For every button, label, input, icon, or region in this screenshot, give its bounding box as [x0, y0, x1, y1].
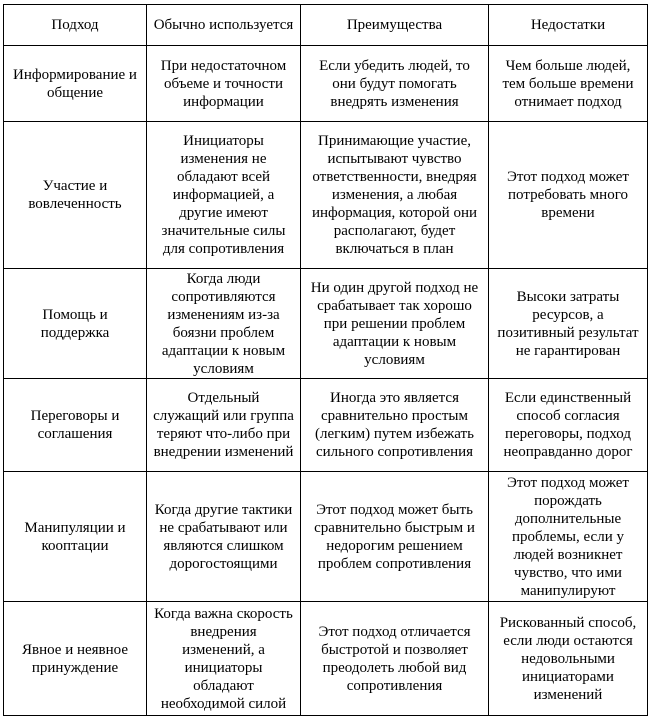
- cell-approach: Участие и вовлеченность: [4, 122, 147, 269]
- cell-disadvantages: Если единственный способ согласия переговоры, подход неоправданно дорог: [489, 379, 648, 472]
- cell-used: Когда люди сопротивляются изменениям из-за боязни проблем адаптации к новым условиям: [147, 269, 301, 379]
- header-disadvantages: Недостатки: [489, 5, 648, 46]
- cell-advantages: Принимающие участие, испытывают чувство ответственности, внедряя изменения, а любая информация, которой они располагают, будет включаться в план: [301, 122, 489, 269]
- change-approaches-table: [3, 4, 648, 716]
- cell-disadvantages: Высоки затраты ресурсов, а позитивный результат не гарантирован: [489, 269, 648, 379]
- cell-advantages: Этот подход может быть сравнительно быстрым и недорогим решением проблем сопротивления: [301, 472, 489, 602]
- cell-approach: Помощь и поддержка: [4, 269, 147, 379]
- cell-advantages: Ни один другой подход не срабатывает так хорошо при решении проблем адаптации к новым условиям: [301, 269, 489, 379]
- cell-advantages: Если убедить людей, то они будут помогать внедрять изменения: [301, 46, 489, 122]
- cell-approach: Явное и неявное принуждение: [4, 602, 147, 716]
- cell-disadvantages: Чем больше людей, тем больше времени отнимает подход: [489, 46, 648, 122]
- cell-approach: Переговоры и соглашения: [4, 379, 147, 472]
- cell-disadvantages: Рискованный способ, если люди остаются недовольными инициаторами изменений: [489, 602, 648, 716]
- cell-used: Отдельный служащий или группа теряют что-либо при внедрении изменений: [147, 379, 301, 472]
- cell-advantages: Иногда это является сравнительно простым (легким) путем избежать сильного сопротивления: [301, 379, 489, 472]
- cell-approach: Манипуляции и кооптации: [4, 472, 147, 602]
- cell-used: Когда важна скорость внедрения изменений, а инициаторы обладают необходимой силой: [147, 602, 301, 716]
- header-advantages: Преимущества: [301, 5, 489, 46]
- cell-used: Инициаторы изменения не обладают всей информацией, а другие имеют значительные силы для сопротивления: [147, 122, 301, 269]
- table-row: [4, 269, 648, 379]
- cell-advantages: Этот подход отличается быстротой и позволяет преодолеть любой вид сопротивления: [301, 602, 489, 716]
- cell-used: При недостаточном объеме и точности информации: [147, 46, 301, 122]
- cell-disadvantages: Этот подход может порождать дополнительные проблемы, если у людей возникнет чувство, что ими манипулируют: [489, 472, 648, 602]
- header-used: Обычно используется: [147, 5, 301, 46]
- cell-disadvantages: Этот подход может потребовать много времени: [489, 122, 648, 269]
- table-row: [4, 472, 648, 602]
- cell-approach: Информирование и общение: [4, 46, 147, 122]
- table-row: [4, 379, 648, 472]
- table-row: [4, 602, 648, 716]
- table-row: [4, 46, 648, 122]
- table-row: [4, 122, 648, 269]
- cell-used: Когда другие тактики не срабатывают или являются слишком дорогостоящими: [147, 472, 301, 602]
- table-header-row: [4, 5, 648, 46]
- header-approach: Подход: [4, 5, 147, 46]
